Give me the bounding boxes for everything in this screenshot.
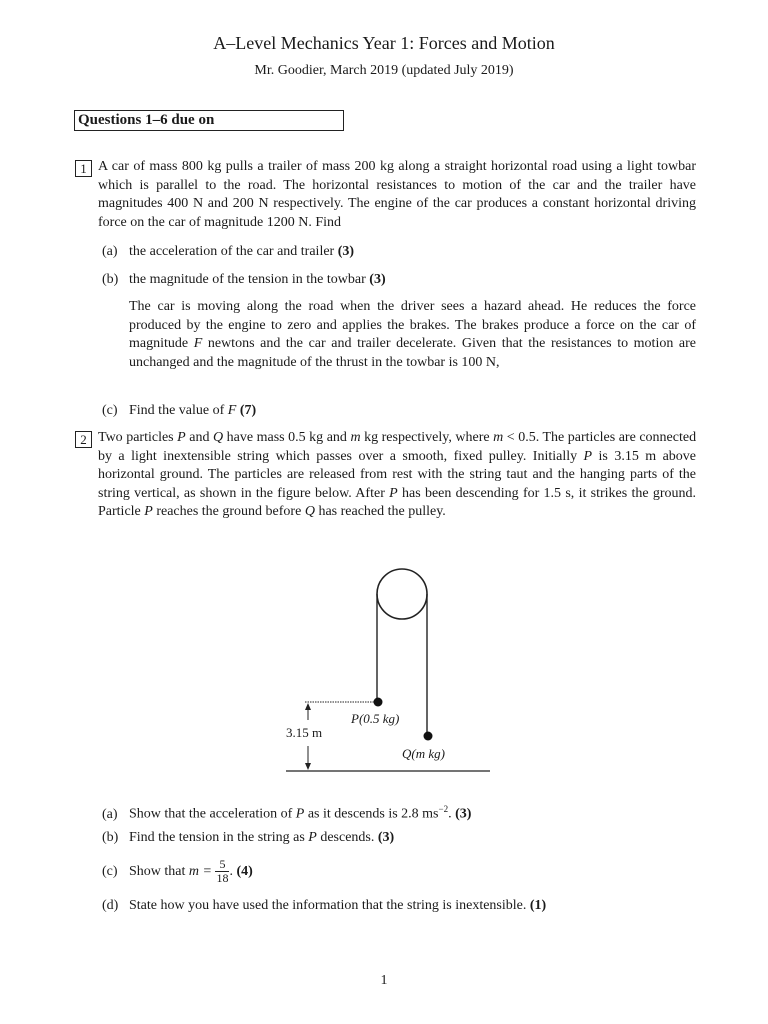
question-1a-text: the acceleration of the car and trailer (129, 244, 335, 259)
question-1-number: 1 (75, 160, 92, 177)
question-1c-marks: (7) (239, 403, 257, 418)
fraction (215, 858, 229, 885)
question-2a-text: as it descends is 2.8 ms (307, 806, 439, 822)
q2-var-q: Q (213, 430, 224, 445)
question-2a-text: Show that the acceleration of (129, 806, 293, 822)
question-2d (102, 897, 546, 915)
question-2a-marks: (3) (455, 806, 472, 822)
question-1-variable-f: F (193, 336, 203, 352)
question-1b-text: the magnitude of the tension in the towbar (129, 272, 366, 287)
q2-var-m: m (493, 430, 504, 445)
question-1c-variable: F (227, 403, 237, 418)
height-label: 3.15 m (286, 725, 323, 740)
particle-q-label: Q(m kg) (402, 746, 445, 761)
question-2a: (a) Show that the acceleration of P as it descends is 2.8 $ms^{-2}$. (3) (102, 804, 472, 822)
question-1-continuation (129, 298, 696, 372)
arrow-down-head (305, 763, 311, 770)
q2-var-p: P (308, 830, 317, 845)
q2-text-part: < 0.5. The particles are connected by a light inextensible string which passes over a smooth, fixed pulley. Initially (98, 430, 697, 464)
question-2c: (c) Show that m = $\frac{5}{18}$ . (4) (102, 853, 253, 891)
question-2c-text: Show that (129, 864, 186, 879)
q2-text-part: reaches the ground before (156, 504, 302, 520)
question-1-text: A car of mass 800 kg pulls a trailer of mass 200 kg along a straight horizontal road using a light towbar which is parallel to the road. The horizontal resistances to motion of the car and the trailer have magnitudes 400 N and 200 N respectively. The engine of the car produces a constant horizontal driving force on the car of magnitude 1200 N. Find (98, 159, 696, 230)
question-2b-label: (b) (102, 830, 119, 845)
particle-q (424, 732, 433, 741)
question-1c-text: Find the value of (129, 403, 225, 418)
particle-p-label: P(0.5 kg) (351, 711, 400, 726)
q2-var-p: P (583, 448, 593, 464)
question-1-continuation-part1: The car is moving along the road when the driver sees a hazard ahead. He reduces the force produced by the engine to zero and applies the brakes. The brakes produce a force on the car of magnitude (129, 299, 696, 352)
due-date-box: Questions 1–6 due on (74, 110, 344, 131)
q2-var-p: P (389, 485, 398, 501)
q2-var-p: P (295, 806, 305, 822)
q2-text-part: Two particles (98, 430, 174, 445)
q2-text-part: have mass 0.5 kg and (226, 430, 347, 445)
q2-text-part: has reached the pulley. (318, 504, 446, 520)
question-2b-marks: (3) (377, 830, 395, 845)
question-1c (102, 402, 256, 420)
arrow-up-head (305, 703, 311, 710)
pulley-wheel (377, 569, 427, 619)
question-2c-label: (c) (102, 864, 118, 879)
question-2c-marks: (4) (236, 864, 253, 879)
question-2a-label: (a) (102, 806, 118, 822)
question-1a-label: (a) (102, 244, 118, 259)
question-2d-label: (d) (102, 898, 119, 913)
question-2d-marks: (1) (529, 898, 547, 913)
question-1c-label: (c) (102, 403, 118, 418)
q2-var-q: Q (304, 504, 315, 520)
question-2-text (98, 429, 696, 522)
fraction-numerator: 5 (215, 858, 229, 872)
q2-text-part: is 3.15 m above horizontal ground. The particles are released from rest with the string taut and the hanging parts of the string vertical, as shown in the figure below. After (98, 448, 697, 501)
question-2c-equation: m = (188, 864, 212, 879)
question-1b-marks: (3) (369, 272, 386, 287)
particle-p (374, 698, 383, 707)
question-1-continuation-part2: newtons and the car and trailer decelerate. Given that the resistances to motion are unchanged and the magnitude of the thrust in the towbar is 100 N, (129, 336, 697, 370)
q2-var-p: P (144, 504, 153, 520)
question-2b (102, 829, 394, 847)
question-1a-marks: (3) (337, 244, 355, 259)
question-1b-label: (b) (102, 272, 119, 287)
question-1b (102, 271, 386, 289)
question-2-number: 2 (75, 431, 92, 448)
question-2b-text: Find the tension in the string as (129, 830, 305, 845)
page-number: 1 (380, 973, 388, 988)
q2-text-part: has been descending for 1.5 s, it strikes the ground. Particle (98, 485, 697, 520)
q2-var-p: P (177, 430, 186, 445)
q2-var-m: m (350, 430, 361, 445)
pulley-figure (280, 560, 495, 780)
page-title: A–Level Mechanics Year 1: Forces and Motion (213, 33, 555, 53)
q2-text-part: and (189, 430, 210, 445)
question-2b-text: descends. (320, 830, 375, 845)
page-subtitle: Mr. Goodier, March 2019 (updated July 2019) (254, 63, 514, 78)
fraction-denominator: 18 (216, 871, 229, 886)
question-1a (102, 243, 354, 261)
q2-text-part: kg respectively, where (364, 430, 490, 445)
question-2d-text: State how you have used the information that the string is inextensible. (129, 898, 527, 913)
exponent: −2 (438, 804, 449, 814)
